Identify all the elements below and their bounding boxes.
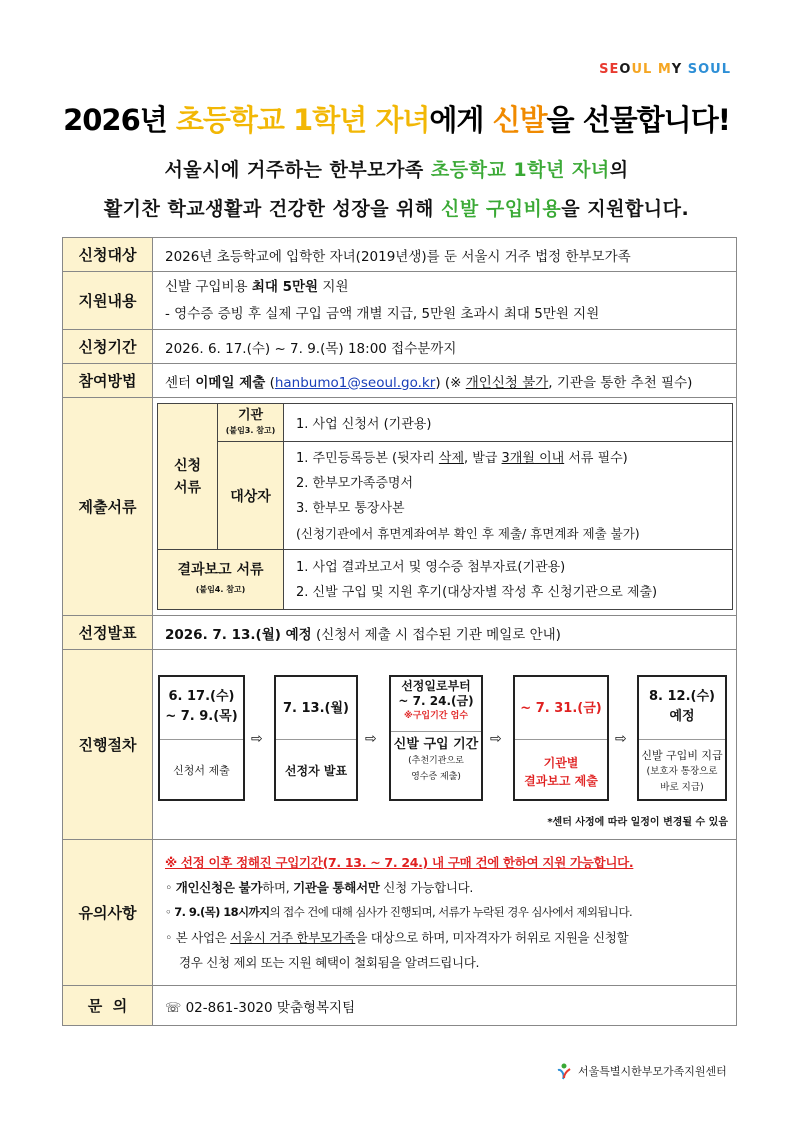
arrow-right-icon: ⇨: [615, 730, 627, 747]
row-period: [63, 330, 737, 364]
process-step-3: 선정일로부터 ~ 7. 24.(금) ※구입기간 엄수 신발 구입 기간 (추천기관으로 영수증 제출): [389, 675, 483, 801]
docs-agency-label: 기관 (붙임3. 참고): [218, 404, 284, 442]
subtitle-line-2: 활기찬 학교생활과 건강한 성장을 위해 신발 구입비용을 지원합니다.: [103, 198, 690, 220]
process-step-5: 8. 12.(수) 예정 신발 구입비 지급 (보호자 통장으로 바로 지급): [637, 675, 727, 801]
phone-icon: ☏: [165, 1000, 182, 1016]
period-label: 신청기간: [63, 330, 153, 364]
method-label: 참여방법: [63, 364, 153, 398]
target-value: 2026년 초등학교에 입학한 자녀(2019년생)를 둔 서울시 거주 법정 한부모가족: [153, 238, 737, 272]
support-value: 신발 구입비용 최대 5만원 지원 - 영수증 증빙 후 실제 구입 금액 개별 지급, 5만원 초과시 최대 5만원 지원: [153, 272, 737, 330]
announce-label: 선정발표: [63, 616, 153, 650]
row-process: [63, 650, 737, 840]
org-logo-icon: [555, 1062, 573, 1080]
docs-report-label: 결과보고 서류 (붙임4. 참고): [158, 550, 284, 610]
row-contact: [63, 986, 737, 1026]
note-1: ※ 선정 이후 정해진 구입기간(7. 13. ~ 7. 24.) 내 구매 건에 한하여 지원 가능합니다.: [165, 855, 634, 870]
process-flow: [153, 661, 736, 829]
note-3: ◦ 7. 9.(목) 18시까지의 접수 건에 대해 심사가 진행되며, 서류가 누락된 경우 심사에서 제외됩니다.: [165, 905, 633, 919]
arrow-right-icon: ⇨: [365, 730, 377, 747]
process-step-2: 7. 13.(월) 선정자 발표: [274, 675, 358, 801]
row-target: [63, 238, 737, 272]
target-label: 신청대상: [63, 238, 153, 272]
docs-target-items: 1. 주민등록등본 (뒷자리 삭제, 발급 3개월 이내 서류 필수) 2. 한부모가족증명서 3. 한부모 통장사본 (신청기관에서 휴면계좌여부 확인 후 제출/ 휴면계좌 제출 불가): [284, 442, 733, 550]
docs-apply-label: 신청 서류: [158, 404, 218, 550]
notes-label: 유의사항: [63, 840, 153, 986]
docs-value: [153, 398, 737, 616]
note-2: ◦ 개인신청은 불가하며, 기관을 통해서만 신청 가능합니다.: [165, 880, 474, 895]
notes-value: ※ 선정 이후 정해진 구입기간(7. 13. ~ 7. 24.) 내 구매 건에 한하여 지원 가능합니다. ◦ 개인신청은 불가하며, 기관을 통해서만 신청 가능합니다. ◦ 7. 9.(목) 18시까지의 접수 건에 대해 심사가 진행되며, 서류가 누락된 경우 심사에서 제외됩니다. ◦ 본 사업은 서울시 거주 한부모가족을 대상으로 하며, 미자격자가 허위로 지원을 신청할 경우 신청 제외 또는 지원 혜택이 철회됨을 알려드립니다.: [153, 840, 737, 986]
announce-value: 2026. 7. 13.(월) 예정 (신청서 제출 시 접수된 기관 메일로 안내): [153, 616, 737, 650]
contact-label: 문 의: [63, 986, 153, 1026]
docs-label: 제출서류: [63, 398, 153, 616]
method-value: 센터 이메일 제출 (hanbumo1@seoul.go.kr) (※ 개인신청 불가, 기관을 통한 추천 필수): [153, 364, 737, 398]
support-label: 지원내용: [63, 272, 153, 330]
subtitle-line-1: 서울시에 거주하는 한부모가족 초등학교 1학년 자녀의: [164, 159, 629, 181]
process-value: [153, 650, 737, 840]
note-4: ◦ 본 사업은 서울시 거주 한부모가족을 대상으로 하며, 미자격자가 허위로 지원을 신청할: [165, 930, 629, 945]
docs-inner-table: [157, 403, 733, 610]
row-method: [63, 364, 737, 398]
email-link[interactable]: hanbumo1@seoul.go.kr: [274, 374, 436, 391]
info-table: [62, 237, 737, 1026]
footer-org: 서울특별시한부모가족지원센터: [555, 1062, 727, 1080]
row-notes: [63, 840, 737, 986]
row-announce: [63, 616, 737, 650]
row-support: [63, 272, 737, 330]
process-step-4: ~ 7. 31.(금) 기관별 결과보고 제출: [513, 675, 609, 801]
docs-agency-item: 1. 사업 신청서 (기관용): [284, 404, 733, 442]
period-value: 2026. 6. 17.(수) ~ 7. 9.(목) 18:00 접수분까지: [153, 330, 737, 364]
arrow-right-icon: ⇨: [251, 730, 263, 747]
process-note: *센터 사정에 따라 일정이 변경될 수 있음: [547, 816, 728, 828]
docs-target-label: 대상자: [218, 442, 284, 550]
docs-report-items: 1. 사업 결과보고서 및 영수증 첨부자료(기관용) 2. 신발 구입 및 지원 후기(대상자별 작성 후 신청기관으로 제출): [284, 550, 733, 610]
process-step-1: 6. 17.(수) ~ 7. 9.(목) 신청서 제출: [158, 675, 245, 801]
row-docs: [63, 398, 737, 616]
process-label: 진행절차: [63, 650, 153, 840]
page-title: 2026년 초등학교 1학년 자녀에게 신발을 선물합니다!: [63, 103, 730, 137]
contact-value: ☏ 02-861-3020 맞춤형복지팀: [153, 986, 737, 1026]
seoul-my-soul-logo: SEOUL MY SOUL: [599, 62, 731, 77]
arrow-right-icon: ⇨: [490, 730, 502, 747]
